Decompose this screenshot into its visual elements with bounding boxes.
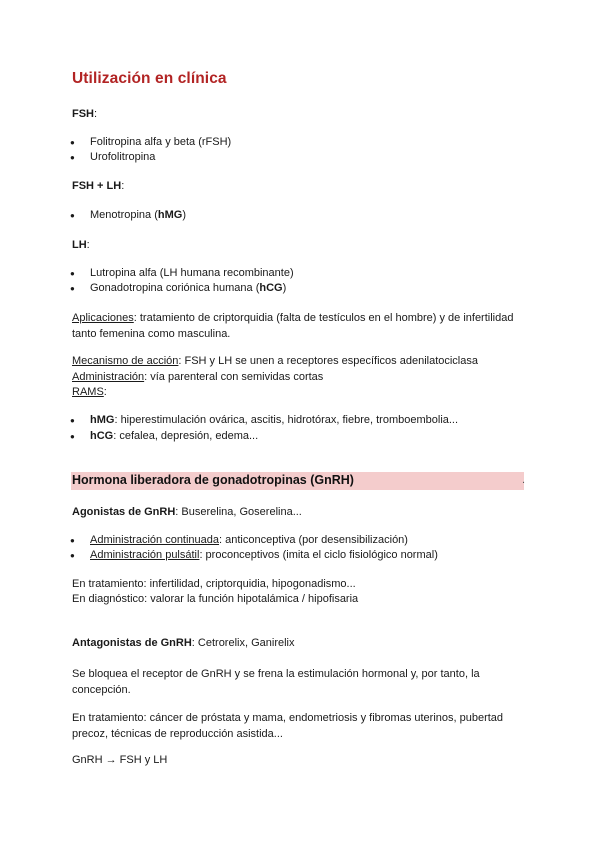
- gnrh-flow-line: GnRH → FSH y LH: [72, 754, 168, 766]
- agonistas-label: Agonistas de GnRH: [72, 506, 176, 518]
- list-item: [90, 209, 186, 221]
- administracion-label: Administración: [72, 371, 145, 383]
- list-item: [90, 414, 458, 426]
- rams-line: RAMS:: [72, 386, 107, 398]
- agonistas-tratamiento: En tratamiento: infertilidad, criptorquidia, hipogonadismo...: [72, 578, 356, 590]
- fsh-label: FSH: [72, 108, 94, 120]
- item-bold: hMG: [157, 209, 183, 221]
- item-text: : hiperestimulación ovárica, ascitis, hidrotórax, fiebre, tromboembolia...: [114, 414, 459, 426]
- antagonistas-paragraph-2: En tratamiento: cáncer de próstata y mama, endometriosis y fibromas uterinos, pubertad precoz, técnicas de reproducción asistida...: [72, 712, 504, 740]
- item-text: Menotropina (: [90, 209, 158, 221]
- page-title: Utilización en clínica: [72, 70, 227, 87]
- mecanismo-line: [72, 355, 478, 367]
- item-bold: hCG: [259, 282, 283, 294]
- administracion-text: : vía parenteral con semividas cortas: [144, 371, 324, 383]
- item-text: ): [182, 209, 186, 221]
- list-item: [90, 534, 408, 546]
- fsh-lh-label: FSH + LH: [72, 180, 122, 192]
- mecanismo-label: Mecanismo de acción: [72, 355, 179, 367]
- aplicaciones-label: Aplicaciones: [72, 312, 134, 324]
- heading-dot: .: [522, 474, 526, 486]
- antagonistas-text: : Cetrorelix, Ganirelix: [191, 637, 295, 649]
- list-item: [90, 430, 258, 442]
- list-item: ● Urofolitropina: [90, 151, 155, 163]
- agonistas-diagnostico: En diagnóstico: valorar la función hipotalámica / hipofisaria: [72, 593, 359, 605]
- antagonistas-paragraph-1: Se bloquea el receptor de GnRH y se frena la estimulación hormonal y, por tanto, la concepción.: [72, 668, 480, 696]
- aplicaciones-paragraph: [72, 310, 532, 342]
- fsh-heading: FSH:: [72, 108, 98, 120]
- aplicaciones-text: : tratamiento de criptorquidia (falta de testículos en el hombre) y de infertilidad tanto femenina como masculina.: [72, 312, 514, 340]
- item-text: ): [282, 282, 287, 294]
- gnrh-heading: Hormona liberadora de gonadotropinas (GnRH): [72, 473, 354, 487]
- list-item: [90, 282, 286, 294]
- item-underlined: Administración pulsátil: [90, 549, 200, 561]
- item-text: : cefalea, depresión, edema...: [113, 430, 259, 442]
- item-underlined: Administración continuada: [90, 534, 220, 546]
- fsh-lh-heading: FSH + LH:: [72, 180, 125, 192]
- lh-label: LH: [72, 239, 87, 251]
- rams-label: RAMS: [72, 386, 104, 398]
- agonistas-text: : Buserelina, Goserelina...: [175, 506, 302, 518]
- list-item: [90, 549, 438, 561]
- item-text: Gonadotropina coriónica humana (: [90, 282, 260, 294]
- agonistas-line: [72, 506, 302, 518]
- item-bold: hMG: [90, 414, 115, 426]
- lh-heading: LH:: [72, 239, 90, 251]
- item-text: : anticonceptiva (por desensibilización): [219, 534, 408, 546]
- administracion-line: [72, 371, 323, 383]
- list-item: ● Folitropina alfa y beta (rFSH): [90, 136, 231, 148]
- list-item: ● Lutropina alfa (LH humana recombinante): [90, 267, 294, 279]
- antagonistas-line: [72, 637, 295, 649]
- mecanismo-text: : FSH y LH se unen a receptores específicos adenilatociclasa: [178, 355, 478, 367]
- item-text: : proconceptivos (imita el ciclo fisiológico normal): [199, 549, 438, 561]
- item-bold: hCG: [90, 430, 114, 442]
- antagonistas-label: Antagonistas de GnRH: [72, 637, 192, 649]
